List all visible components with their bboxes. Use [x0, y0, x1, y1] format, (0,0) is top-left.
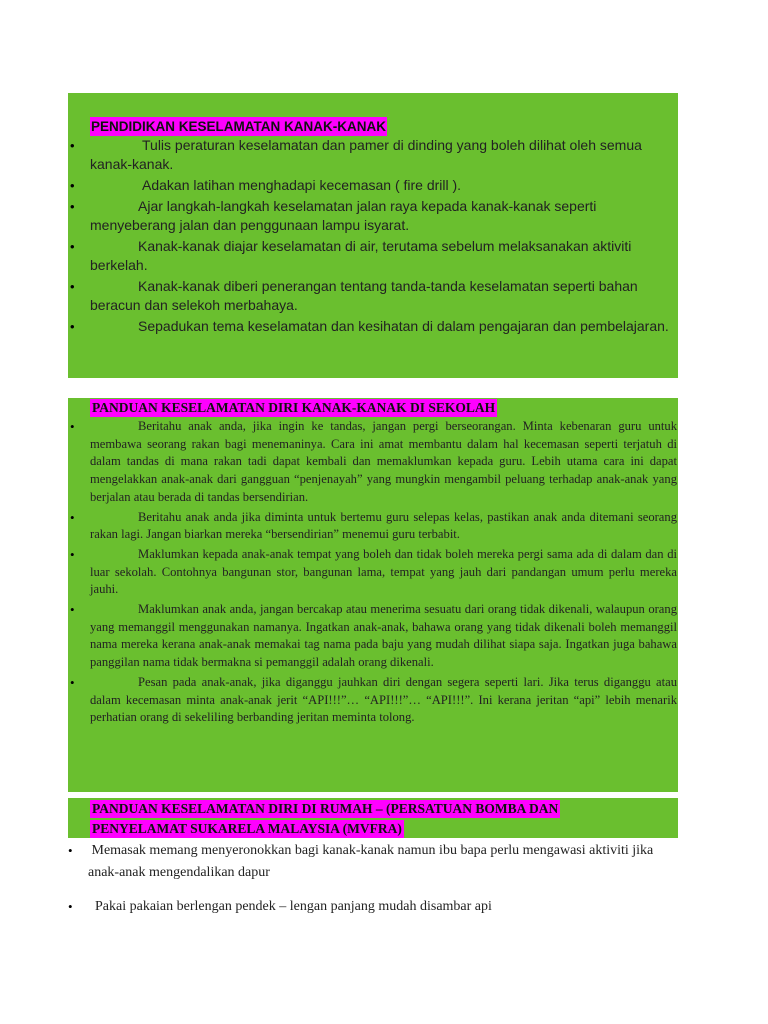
list-item	[70, 418, 677, 507]
bullet-icon: •	[70, 138, 75, 153]
list-item-text: Tulis peraturan keselamatan dan pamer di dinding yang boleh dilihat oleh semua kanak-kanak.	[90, 137, 642, 172]
bullet-icon: •	[68, 843, 73, 858]
list-item-text: Maklumkan anak anda, jangan bercakap atau menerima sesuatu dari orang tidak dikenali, walaupun orang yang memanggil menggunakan namanya. Ingatkan anak-anak, bahawa orang yang tidak dikenali boleh memanggil nama mereka kerana anak-anak memakai tag nama pada baju yang mudah dilihat siapa saja. Ingatkan juga bahawa panggilan nama tidak bermakna si pemanggil adalah orang dikenali.	[90, 602, 677, 670]
bullet-icon: •	[70, 279, 75, 294]
bullet-icon: •	[70, 178, 75, 193]
list-item	[70, 317, 676, 336]
bullet-icon: •	[70, 319, 75, 334]
list-item-text: Pesan pada anak-anak, jika diganggu jauhkan diri dengan segera seperti lari. Jika terus diganggu atau dalam kecemasan minta anak-anak jerit “API!!!”… “API!!!”… “API!!!”. Ini kerana jeritan “api” lebih menarik perhatian orang di sekeliling berbanding jeritan meminta tolong.	[90, 674, 677, 725]
list-item-text: Adakan latihan menghadapi kecemasan ( fire drill ).	[142, 177, 462, 193]
bullet-icon: •	[70, 419, 75, 434]
list-item-text: Beritahu anak anda jika diminta untuk bertemu guru selepas kelas, pastikan anak anda ditemani seorang rakan lagi. Jangan biarkan mereka “bersendirian” menemui guru terbabit.	[90, 509, 677, 542]
section3-list	[68, 840, 678, 918]
bullet-icon: •	[68, 899, 73, 914]
section2-list	[70, 418, 677, 729]
bullet-icon: •	[70, 509, 75, 525]
list-item	[70, 136, 676, 174]
bullet-icon: •	[70, 602, 75, 618]
list-item-text: Ajar langkah-langkah keselamatan jalan raya kepada kanak-kanak seperti menyeberang jalan dan penggunaan lampu isyarat.	[90, 198, 597, 233]
section3-title-line1: PANDUAN KESELAMATAN DIRI DI RUMAH – (PERSATUAN BOMBA DAN	[92, 801, 559, 816]
list-item	[70, 197, 676, 235]
section1-title: PENDIDIKAN KESELAMATAN KANAK-KANAK	[91, 119, 386, 134]
bullet-icon: •	[70, 546, 75, 562]
list-item	[70, 237, 676, 275]
bullet-icon: •	[70, 199, 75, 214]
list-item-text: Maklumkan kepada anak-anak tempat yang boleh dan tidak boleh mereka pergi sama ada di dalam dan di luar sekolah. Contohnya bangunan stor, bangunan lama, tempat yang jauh dari pandangan umum perlu mereka jauhi.	[90, 546, 677, 597]
section1-list	[70, 136, 676, 337]
list-item-text: Kanak-kanak diajar keselamatan di air, terutama sebelum melaksanakan aktiviti berkelah.	[90, 238, 632, 273]
list-item-text: Pakai pakaian berlengan pendek – lengan panjang mudah disambar api	[95, 899, 492, 914]
list-item-text: Memasak memang menyeronokkan bagi kanak-kanak namun ibu bapa perlu mengawasi aktiviti jika anak-anak mengendalikan dapur	[88, 843, 654, 880]
list-item	[70, 546, 677, 599]
list-item	[70, 277, 676, 315]
list-item-text: Kanak-kanak diberi penerangan tentang tanda-tanda keselamatan seperti bahan beracun dan selekoh merbahaya.	[90, 278, 638, 313]
list-item-text: Beritahu anak anda, jika ingin ke tandas, jangan pergi berseorangan. Minta kebenaran guru untuk membawa seorang rakan bagi menemaninya. Cara ini amat membantu dalam hal kecemasan seperti terjatuh di dalam tandas di mana rakan tadi dapat kembali dan memaklumkan kepada guru. Lebih utama cara ini dapat mengelakkan anak-anak dari gangguan “penjenayah” yang mungkin mengambil peluang terhadap anak-anak yang berjalan atau berada di tandas bersendirian.	[90, 419, 677, 504]
list-item	[70, 674, 677, 727]
list-item	[68, 896, 678, 918]
list-item	[70, 509, 677, 544]
list-item-text: Sepadukan tema keselamatan dan kesihatan di dalam pengajaran dan pembelajaran.	[138, 318, 669, 334]
section1-title-strip	[90, 93, 678, 118]
list-item	[70, 176, 676, 195]
section3-title-line2: PENYELAMAT SUKARELA MALAYSIA (MVFRA)	[92, 821, 402, 836]
section2-title: PANDUAN KESELAMATAN DIRI KANAK-KANAK DI SEKOLAH	[92, 400, 496, 415]
list-item	[68, 840, 678, 884]
bullet-icon: •	[70, 674, 75, 690]
list-item	[70, 601, 677, 672]
bullet-icon: •	[70, 239, 75, 254]
